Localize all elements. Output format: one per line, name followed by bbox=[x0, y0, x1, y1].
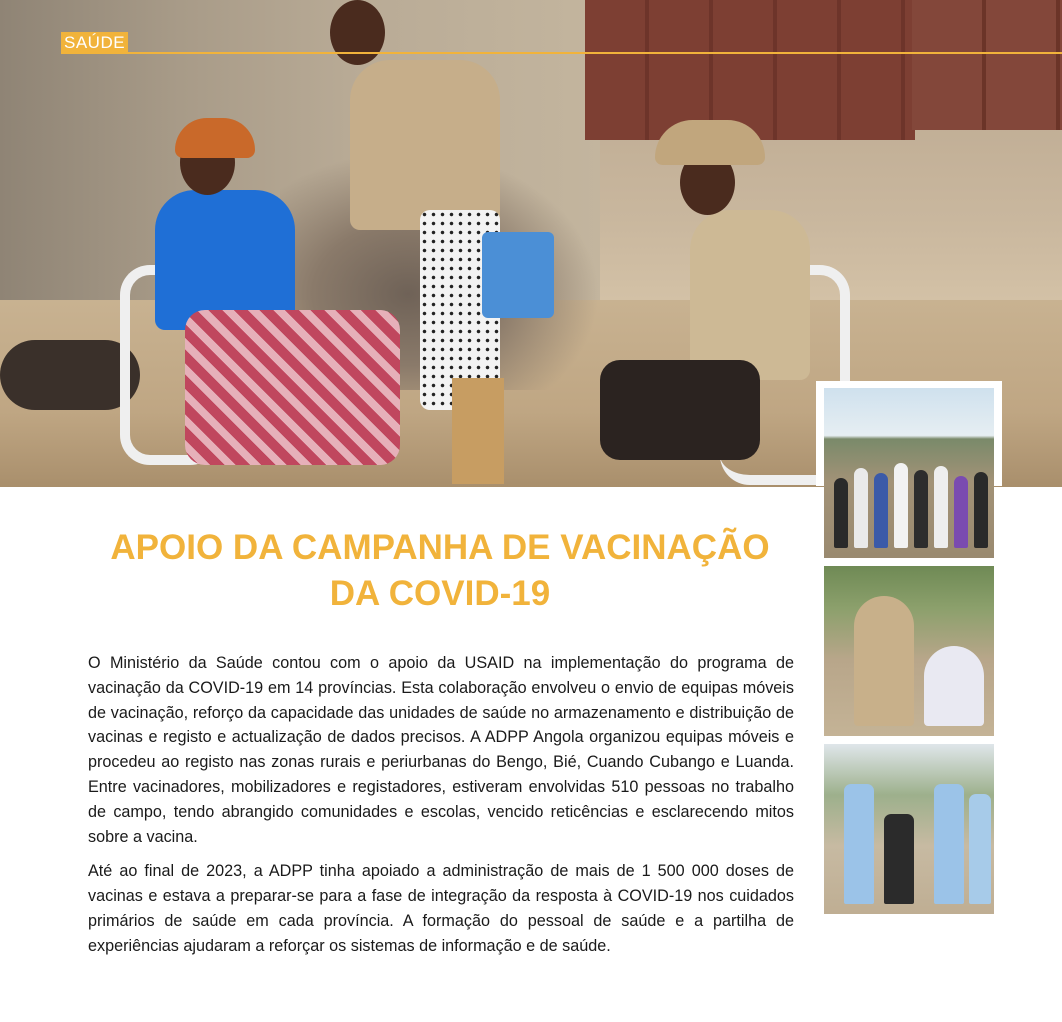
section-label: SAÚDE bbox=[61, 32, 128, 54]
hero-dog bbox=[0, 340, 140, 410]
article-paragraph-2: Até ao final de 2023, a ADPP tinha apoiado a administração de mais de 1 500 000 doses de vacinas e estava a preparar-se para a fase de integração da resposta à COVID-19 nos cuidados primários de saúde em cada província. A formação do pessoal de saúde e a partilha de experiências ajudaram a reforçar os sistemas de informação e de saúde. bbox=[88, 862, 794, 955]
hero-woman-skirt bbox=[185, 310, 400, 465]
article-paragraph-1: O Ministério da Saúde contou com o apoio da USAID na implementação do programa de vacinação da COVID-19 em 14 províncias. Esta colaboração envolveu o envio de equipas móveis de vacinação, reforço da capacidade das unidades de saúde no armazenamento e distribuição de vacinas e registo e actualização de dados precisos. A ADPP Angola organizou equipas móveis e procedeu ao registo nas zonas rurais e periurbanas do Bengo, Bié, Cuando Cubango e Luanda. Entre vacinadores, mobilizadores e registadores, estiveram envolvidas 510 pessoas no trabalho de campo, tendo abrangido comunidades e escolas, vencido reticências e esclarecendo mitos sobre a vacina. bbox=[88, 654, 794, 846]
hero-door bbox=[585, 0, 915, 140]
thumbnail-photo-vaccination-team bbox=[824, 744, 994, 914]
article-title bbox=[80, 525, 800, 617]
hero-cap bbox=[655, 120, 765, 165]
hero-registrar-pants bbox=[600, 360, 760, 460]
hero-biohazard-box bbox=[452, 378, 504, 484]
hero-vaccinator-vest bbox=[350, 60, 500, 230]
hero-door-right bbox=[912, 0, 1062, 130]
hero-head-vaccinator bbox=[330, 0, 385, 65]
article-title-line-1: APOIO DA CAMPANHA DE VACINAÇÃO bbox=[110, 528, 770, 567]
thumbnail-photo-health-agent bbox=[824, 566, 994, 736]
hero-registrar-vest bbox=[690, 210, 810, 380]
hero-woman-blue-shirt bbox=[155, 190, 295, 330]
article-title-line-2: DA COVID-19 bbox=[329, 574, 551, 613]
thumbnail-photo-group bbox=[824, 388, 994, 558]
hero-vaccine-cooler bbox=[482, 232, 554, 318]
section-divider bbox=[128, 52, 1062, 54]
article-body bbox=[88, 651, 794, 969]
